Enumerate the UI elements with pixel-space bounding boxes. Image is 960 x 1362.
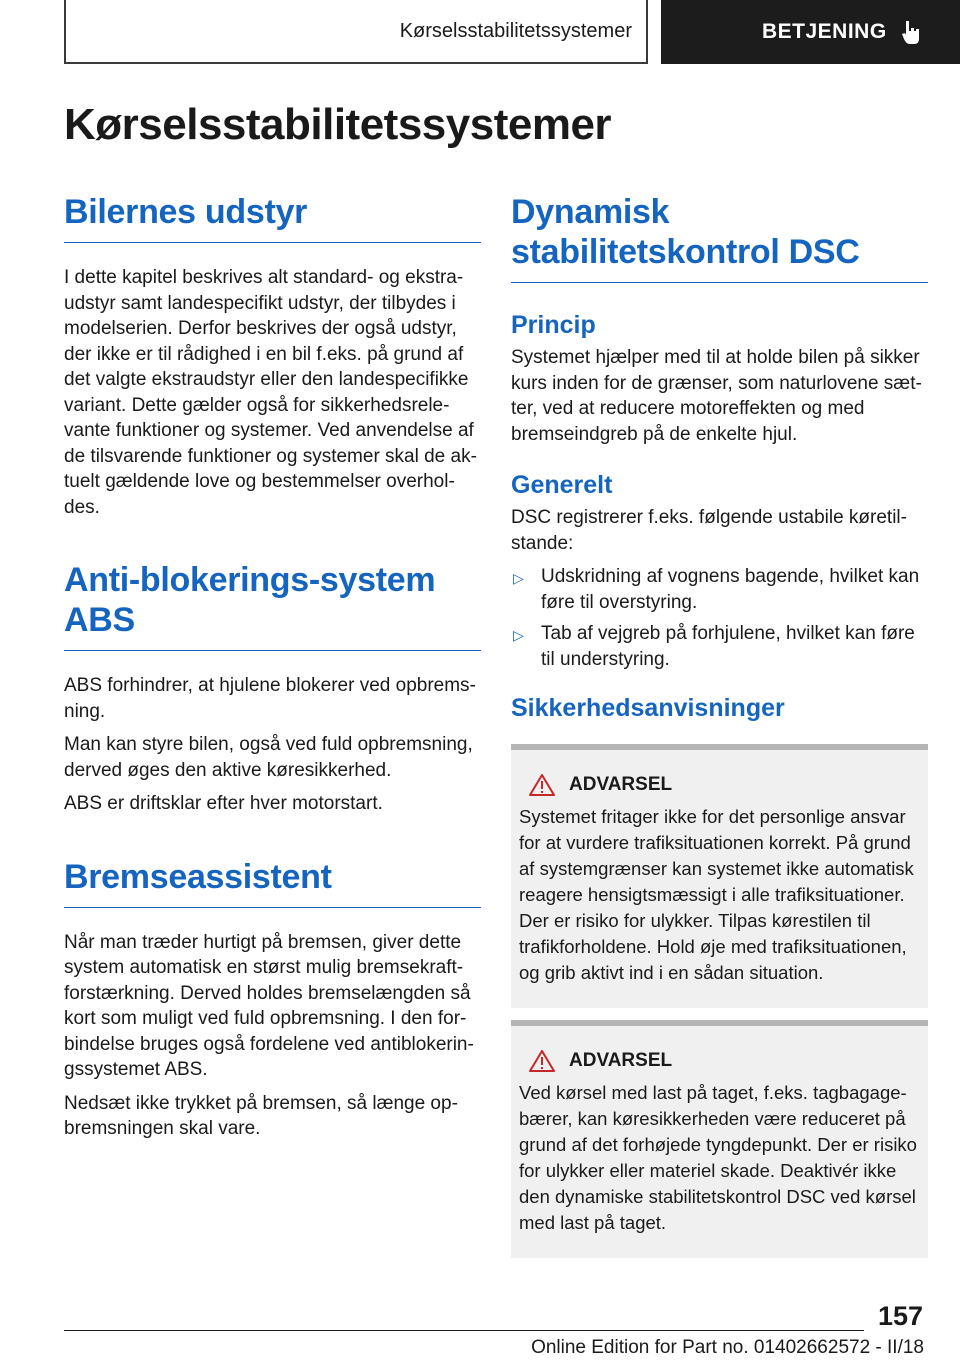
page-number: 157 (878, 1301, 924, 1331)
abs-paragraph-3: ABS er driftsklar efter hver motorstart. (64, 793, 383, 814)
header-section-label: Kørselsstabilitetssystemer (399, 19, 632, 42)
warning-triangle-icon (529, 1050, 555, 1072)
list-item: ▷ Udskridning af vognens bagende, hvilket kan føre til overstyring. (513, 566, 920, 613)
edition-note: Online Edition for Part no. 01402662572 - II/18 (531, 1337, 924, 1358)
brake-assist-heading: Bremseassistent (64, 857, 481, 908)
abs-paragraph-2: Man kan styre bilen, også ved fuld opbremsning, derved øges den aktive køresikkerhed. (64, 734, 473, 781)
warning-box (511, 744, 928, 1008)
footer-divider (64, 1330, 864, 1331)
warning-text: Ved kørsel med last på taget, f.eks. tagbagagebærer, kan køresikkerheden være reduceret på grund af det forhøjede tyngdepunkt. Der er risiko for ulykker eller materiel skade. Deaktivér ikke den dynamiske stabilitetskontrol DSC ved kørsel med last på taget. (519, 1082, 917, 1233)
equipment-text: I dette kapitel beskrives alt standard- og ekstraudstyr samt landespecifikt udstyr, der tilbydes i modelserien. Derfor beskrives der også udstyr, der ikke er til rådighed i en bil f.eks. på grund af det valgte ekstraudstyr eller den landespecifikke variant. Dette gælder også for sikkerhedsrelevante funktioner og systemer. Ved anvendelse af de tilsvarende funktioner og systemer skal de aktuelt gældende love og bestemmelser overholdes. (64, 267, 477, 518)
abs-paragraph-1: ABS forhindrer, at hjulene blokerer ved opbremsning. (64, 675, 476, 722)
list-item: ▷ Tab af vejgreb på forhjulene, hvilket kan føre til understyring. (513, 623, 915, 670)
page-title: Kørselsstabilitetssystemer (64, 100, 612, 149)
brake-assist-paragraph-1: Når man træder hurtigt på bremsen, giver dette system automatisk en størst mulig bremsekraftforstærkning. Derved holdes bremselængden så kort som muligt ved fuld opbremsning. I den forbindelse bruges også fordelene ved antiblokeringssystemet ABS. (64, 931, 474, 1080)
warning-text: Systemet fritager ikke for det personlige ansvar for at vurdere trafiksituationen korrekt. På grund af systemgrænser kan systemet ikke automatisk reagere hensigtsmæssigt i alle trafiksituationer. Der er risiko for ulykker. Tilpas kørestilen til trafikforholdene. Hold øje med trafiksituationen, og grib aktivt ind i en sådan situation. (519, 806, 914, 983)
equipment-heading: Bilernes udstyr (64, 192, 481, 243)
condition-list (511, 564, 928, 672)
warning-box (511, 1020, 928, 1258)
principle-heading: Princip (511, 311, 596, 339)
principle-text: Systemet hjælper med til at holde bilen på sikker kurs inden for de grænser, som naturlovene sætter, ved at reducere motoreffekten og med bremseindgreb på de enkelte hjul. (511, 347, 922, 445)
header-section-tab (64, 0, 648, 64)
left-column (64, 192, 481, 1142)
general-heading: Generelt (511, 471, 613, 499)
dsc-heading: Dynamisk stabilitetskontrol DSC (511, 192, 928, 283)
general-text: DSC registrerer f.eks. følgende ustabile køretilstande: (511, 507, 907, 554)
hand-pointer-icon (901, 19, 923, 45)
safety-heading: Sikkerhedsanvisninger (511, 694, 785, 722)
warning-triangle-icon (529, 774, 555, 796)
brake-assist-paragraph-2: Nedsæt ikke trykket på bremsen, så længe opbremsningen skal vare. (64, 1092, 458, 1139)
triangle-bullet-icon: ▷ (513, 570, 524, 586)
header-chapter-tab[interactable] (661, 0, 960, 64)
triangle-bullet-icon: ▷ (513, 627, 524, 643)
warning-title: ADVARSEL (569, 1050, 673, 1071)
warning-title: ADVARSEL (569, 774, 673, 795)
right-column (511, 192, 928, 1258)
header-chapter-label: BETJENING (762, 20, 887, 43)
abs-heading: Anti-blokerings-system ABS (64, 560, 481, 651)
